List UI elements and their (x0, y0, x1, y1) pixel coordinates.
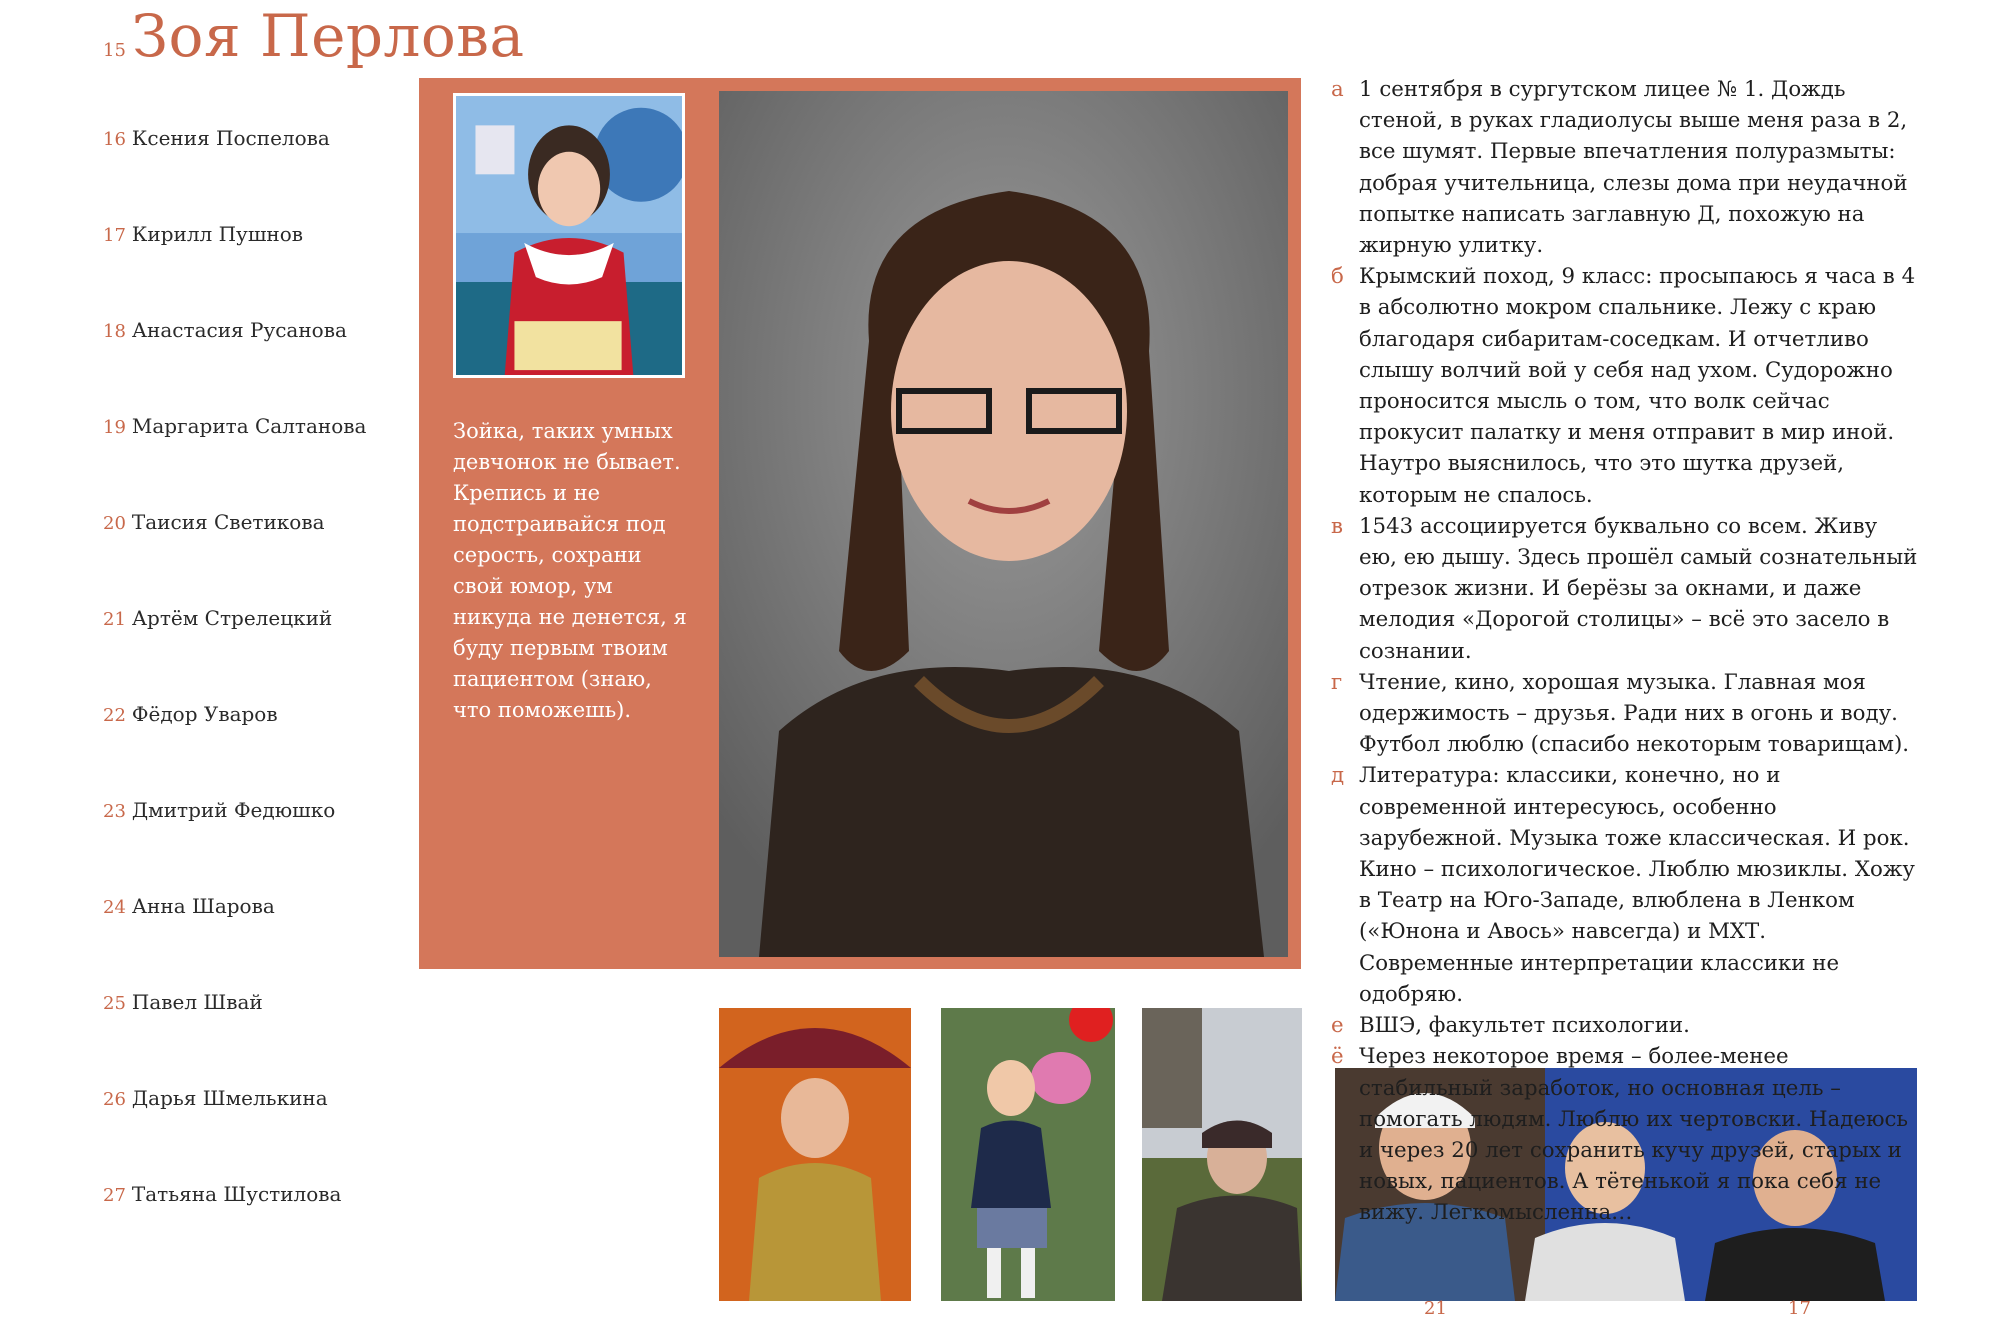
index-number: 25 (103, 993, 126, 1014)
index-item[interactable] (103, 894, 423, 990)
answer-letter: а (1331, 77, 1344, 102)
index-name: Фёдор Уваров (131, 702, 278, 726)
index-number: 24 (103, 897, 126, 918)
index-item[interactable] (103, 798, 423, 894)
schoolgirl-photo (941, 1008, 1115, 1301)
index-number: 26 (103, 1089, 126, 1110)
answer-letter: д (1331, 763, 1345, 789)
page-number: 15 (103, 40, 126, 61)
index-item[interactable] (103, 510, 423, 606)
answer-letter: в (1331, 513, 1343, 539)
index-number: 17 (103, 225, 126, 246)
index-name: Маргарита Салтанова (131, 414, 367, 438)
answer-letter: е (1331, 1013, 1344, 1039)
umbrella-photo-image (719, 1008, 911, 1301)
index-name: Ксения Поспелова (131, 126, 330, 150)
index-item[interactable] (103, 702, 423, 798)
main-portrait (719, 91, 1288, 957)
index-item[interactable] (103, 990, 423, 1086)
index-name: Кирилл Пушнов (131, 222, 304, 246)
answer-paragraph (1331, 74, 1921, 261)
index-name: Таисия Светикова (131, 510, 325, 534)
tower-photo (1142, 1008, 1302, 1301)
answer-text: ВШЭ, факультет психологии. (1359, 1013, 1690, 1039)
schoolgirl-photo-image (941, 1008, 1115, 1301)
name-index (103, 126, 423, 1278)
answer-text: Чтение, кино, хорошая музыка. Главная моя одержимость – друзья. Ради них в огонь и воду. Футбол люблю (спасибо некоторым товарищам). (1359, 669, 1910, 758)
index-name: Дмитрий Федюшко (131, 798, 336, 822)
photo-caption-left: 21 (1424, 1298, 1447, 1319)
answer-letter: б (1331, 264, 1344, 290)
index-number: 18 (103, 321, 126, 342)
index-item[interactable] (103, 414, 423, 510)
answer-text: Литература: классики, конечно, но и современной интересуюсь, особенно зарубежной. Музыка тоже классическая. И рок. Кино – психологическое. Люблю мюзиклы. Хожу в Театр на Юго-Западе, влюблена в Ленком («Юнона и Авось» навсегда) и МХТ. Современные интерпретации классики не одобряю. (1359, 763, 1915, 1007)
index-item[interactable] (103, 126, 423, 222)
index-item[interactable] (103, 1182, 423, 1278)
index-number: 22 (103, 705, 126, 726)
index-number: 20 (103, 513, 126, 534)
index-item[interactable] (103, 606, 423, 702)
photo-caption-right: 17 (1788, 1298, 1811, 1319)
index-number: 27 (103, 1185, 126, 1206)
tower-photo-image (1142, 1008, 1302, 1301)
answer-paragraph (1331, 1010, 1921, 1041)
index-number: 23 (103, 801, 126, 822)
index-number: 21 (103, 609, 126, 630)
childhood-photo (453, 93, 685, 378)
index-item[interactable] (103, 222, 423, 318)
answer-paragraph (1331, 261, 1921, 511)
index-name: Анна Шарова (131, 894, 275, 918)
answer-text: 1 сентября в сургутском лицее № 1. Дождь стеной, в руках гладиолусы выше меня раза в 2, все шумят. Первые впечатления полуразмыты: добрая учительница, слезы дома при неудачной попытке написать заглавную Д, похожую на жирную улитку. (1359, 77, 1908, 259)
index-item[interactable] (103, 1086, 423, 1182)
answer-letter: ё (1331, 1044, 1344, 1070)
umbrella-photo (719, 1008, 911, 1301)
page-title: Зоя Перлова (131, 2, 525, 70)
answer-text: Через некоторое время – более-менее стабильный заработок, но основная цель – помогать людям. Люблю их чертовски. Надеюсь и через 20 лет сохранить кучу друзей, старых и новых, пациентов. А тётенькой я пока себя не вижу. Легкомысленна… (1359, 1044, 1909, 1226)
feature-panel (419, 78, 1301, 969)
answer-paragraph (1331, 511, 1921, 667)
childhood-photo-image (456, 96, 682, 375)
index-name: Артём Стрелецкий (131, 606, 333, 630)
answer-paragraph (1331, 760, 1921, 1010)
index-item[interactable] (103, 318, 423, 414)
index-name: Татьяна Шустилова (131, 1182, 342, 1206)
answer-letter: г (1331, 669, 1343, 695)
index-name: Павел Швай (131, 990, 263, 1014)
index-name: Анастасия Русанова (131, 318, 347, 342)
dedication-quote: Зойка, таких умных девчонок не бывает. Крепись и не подстраивайся под серость, сохрани свой юмор, ум никуда не денется, я буду первым твоим пациентом (знаю, что поможешь). (453, 419, 687, 722)
main-portrait-image (719, 91, 1288, 957)
answer-text: 1543 ассоциируется буквально со всем. Живу ею, ею дышу. Здесь прошёл самый сознательный отрезок жизни. И берёзы за окнами, и даже мелодия «Дорогой столицы» – всё это засело в сознании. (1359, 513, 1918, 664)
answers-column (1331, 74, 1921, 1229)
answer-paragraph (1331, 1041, 1921, 1228)
answer-paragraph (1331, 667, 1921, 761)
index-number: 19 (103, 417, 126, 438)
index-number: 16 (103, 129, 126, 150)
page-header (103, 0, 525, 72)
index-name: Дарья Шмелькина (131, 1086, 328, 1110)
answer-text: Крымский поход, 9 класс: просыпаюсь я часа в 4 в абсолютно мокром спальнике. Лежу с краю благодаря сибаритам-соседкам. И отчетливо слышу волчий вой у себя над ухом. Судорожно проносится мысль о том, что волк сейчас прокусит палатку и меня отправит в мир иной. Наутро выяснилось, что это шутка друзей, которым не спалось. (1359, 264, 1916, 508)
